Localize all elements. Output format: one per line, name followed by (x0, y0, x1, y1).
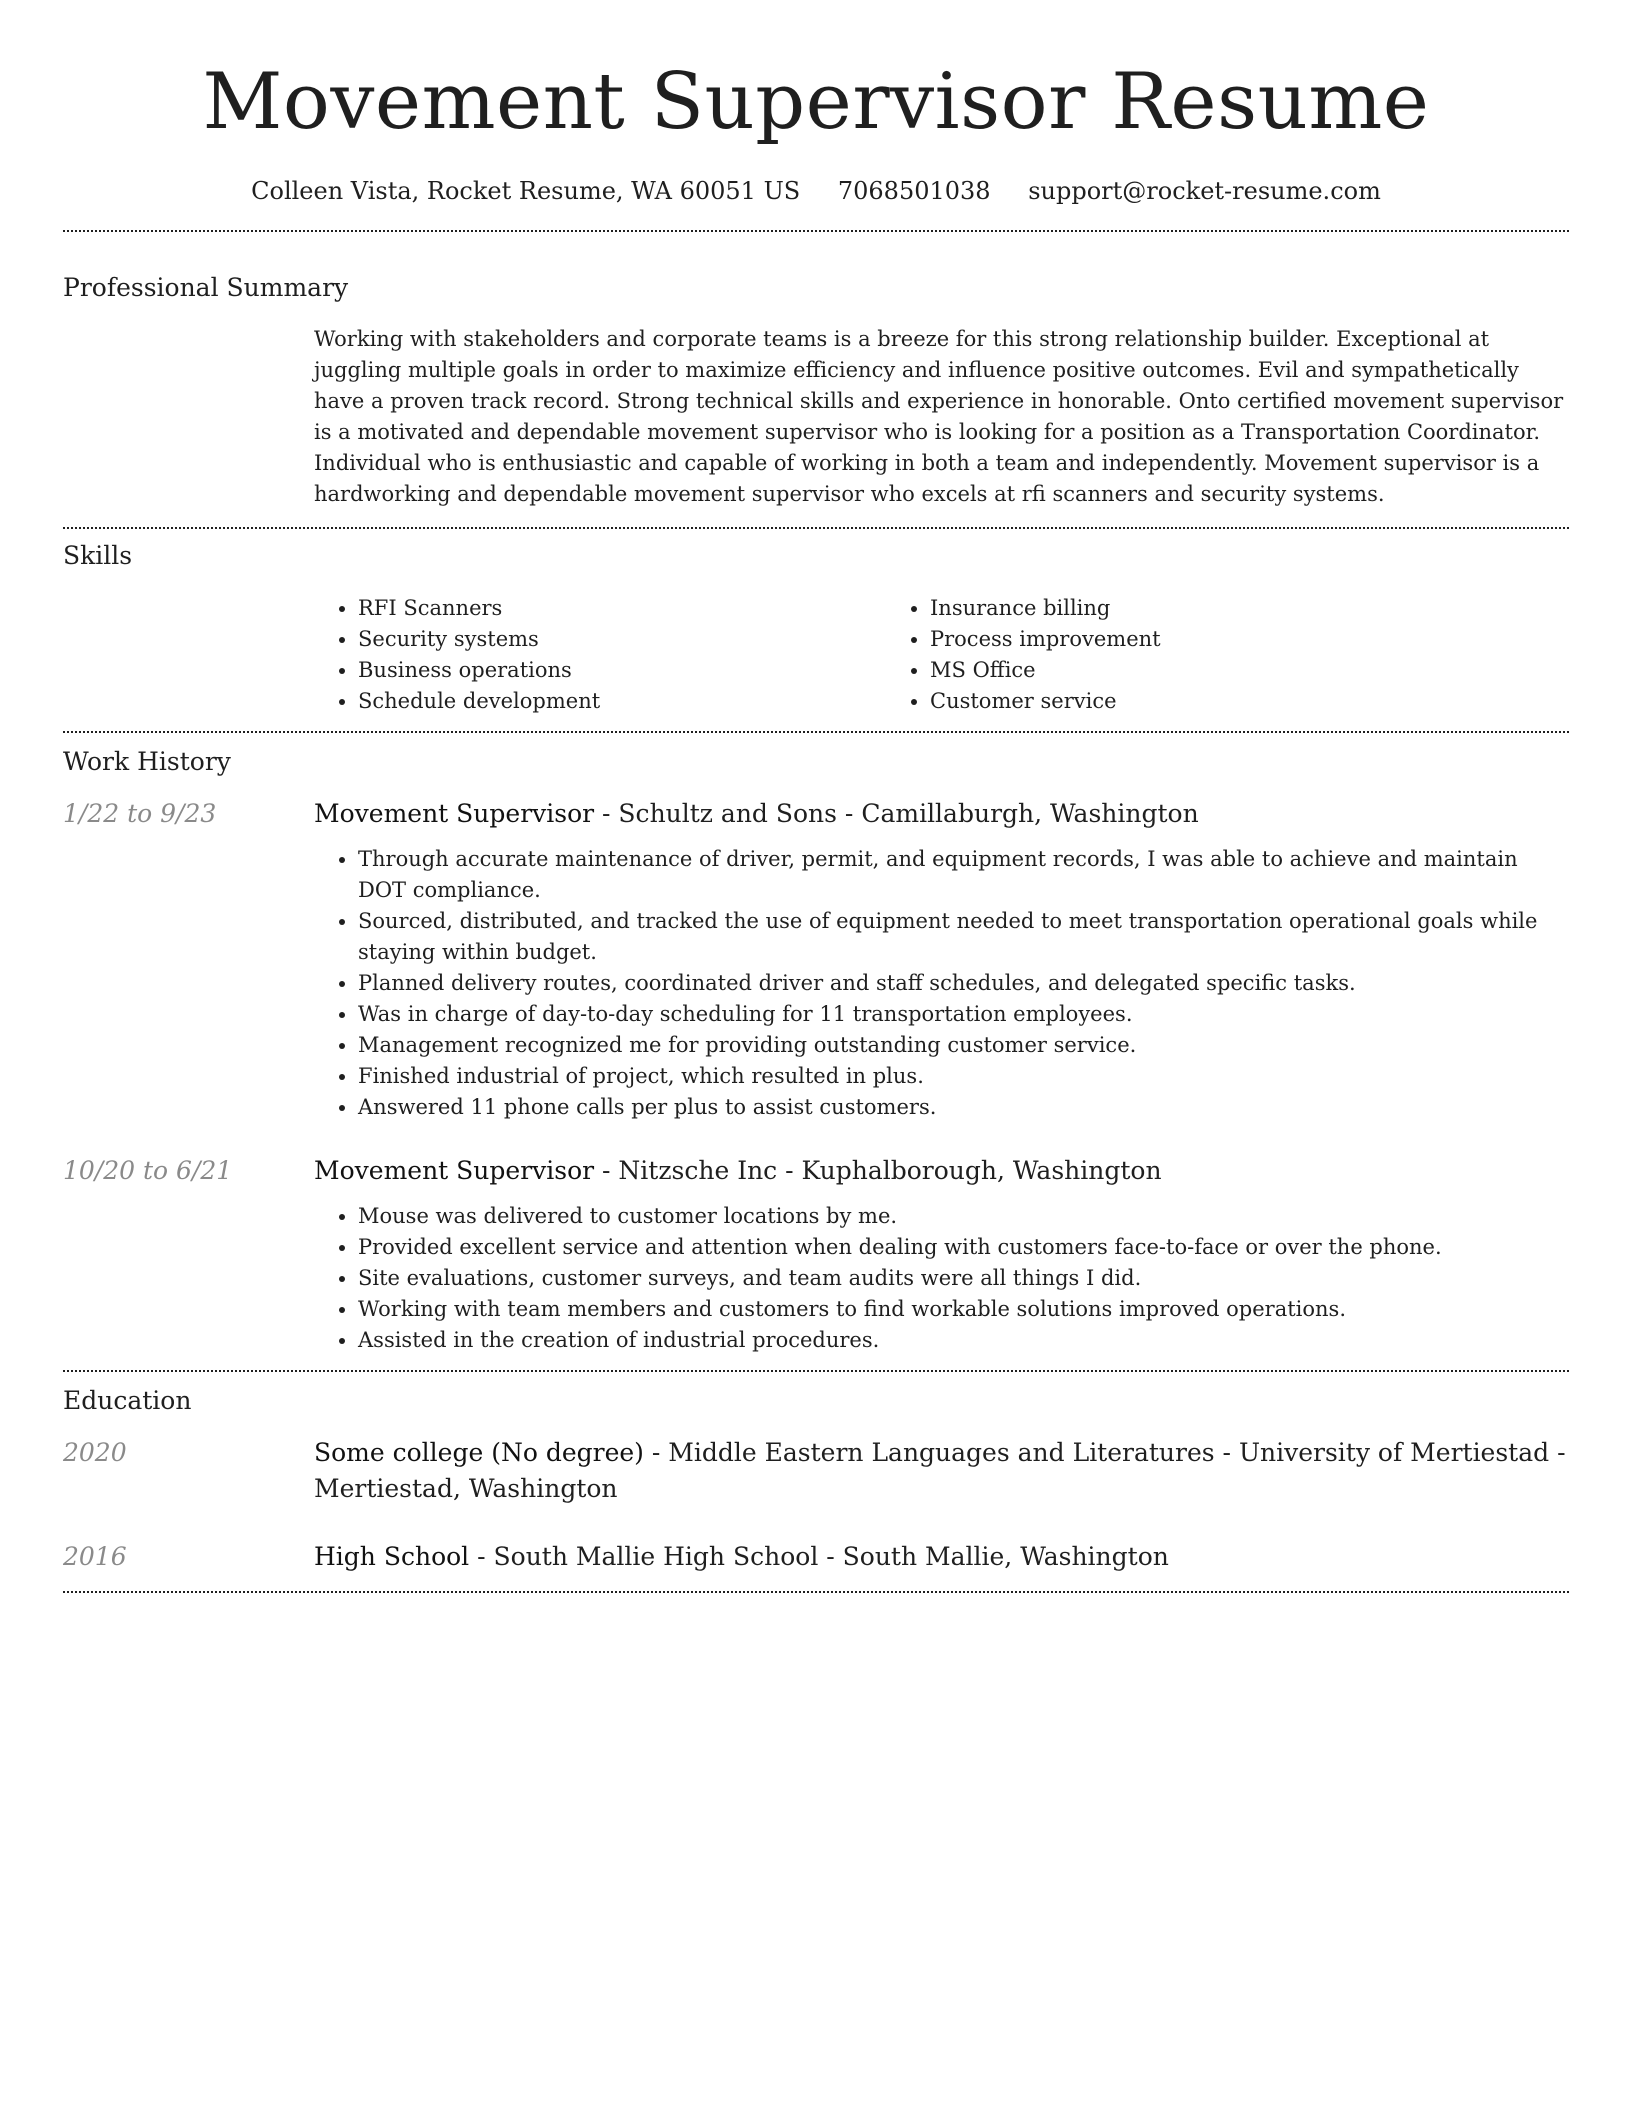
summary-section (314, 324, 1569, 510)
job-bullet: • Answered 11 phone calls per plus to assist customers. (358, 1092, 1569, 1123)
job-bullet: • Sourced, distributed, and tracked the use of equipment needed to meet transportation operational goals while staying within budget. (358, 906, 1569, 968)
job-bullet: • Site evaluations, customer surveys, and team audits were all things I did. (358, 1263, 1569, 1294)
education-degree: High School (314, 1542, 470, 1571)
job-details (314, 796, 1569, 1123)
job-bullets (314, 844, 1569, 1123)
skill-item: • MS Office (930, 655, 1501, 686)
job-details (314, 1153, 1569, 1356)
job-bullets (314, 1201, 1569, 1356)
skill-item: • RFI Scanners (358, 593, 886, 624)
education-entry (63, 1539, 1569, 1575)
skills-column-right (886, 593, 1501, 717)
job-bullet: • Mouse was delivered to customer locations by me. (358, 1201, 1569, 1232)
section-title-work-history: Work History (63, 747, 231, 776)
skill-item: • Insurance billing (930, 593, 1501, 624)
education-school: - South Mallie High School - South Mallie, Washington (469, 1542, 1169, 1571)
contact-line (63, 174, 1569, 208)
job-bullet: • Finished industrial of project, which resulted in plus. (358, 1061, 1569, 1092)
skill-item: • Schedule development (358, 686, 886, 717)
divider (63, 731, 1569, 733)
contact-address: Colleen Vista, Rocket Resume, WA 60051 US (251, 177, 801, 205)
divider (63, 1591, 1569, 1593)
job-bullet: • Through accurate maintenance of driver, permit, and equipment records, I was able to achieve and maintain DOT compliance. (358, 844, 1569, 906)
skill-item: • Process improvement (930, 624, 1501, 655)
job-heading (314, 1153, 1569, 1189)
education-year: 2016 (63, 1542, 127, 1571)
contact-email[interactable]: support@rocket-resume.com (1028, 177, 1381, 205)
education-details (314, 1435, 1569, 1507)
education-heading (314, 1539, 1569, 1575)
section-title-skills: Skills (63, 541, 133, 570)
skill-item: • Business operations (358, 655, 886, 686)
divider (63, 527, 1569, 529)
summary-text: Working with stakeholders and corporate teams is a breeze for this strong relationship builder. Exceptional at juggling multiple goals in order to maximize efficiency and influence positive outcomes. Evil and sympathetically have a proven track record. Strong technical skills and experience in honorable. Onto certified movement supervisor is a motivated and dependable movement supervisor who is looking for a position as a Transportation Coordinator. Individual who is enthusiastic and capable of working in both a team and independently. Movement supervisor is a hardworking and dependable movement supervisor who excels at rfi scanners and security systems. (314, 327, 1564, 506)
job-dates: 10/20 to 6/21 (63, 1156, 233, 1185)
job-heading (314, 796, 1569, 832)
skills-column-left (314, 593, 886, 717)
job-bullet: • Assisted in the creation of industrial procedures. (358, 1325, 1569, 1356)
job-dates: 1/22 to 9/23 (63, 799, 217, 828)
resume-title: Movement Supervisor Resume (202, 57, 1430, 147)
job-position: Movement Supervisor (314, 799, 595, 828)
education-degree: Some college (No degree) (314, 1438, 644, 1467)
job-company-location: - Schultz and Sons - Camillaburgh, Washington (594, 799, 1199, 828)
job-entry (63, 1153, 1569, 1356)
education-entry (63, 1435, 1569, 1507)
section-title-education: Education (63, 1386, 192, 1415)
job-position: Movement Supervisor (314, 1156, 595, 1185)
education-school: - Middle Eastern Languages and Literatures - University of Mertiestad - Mertiestad, Washington (314, 1438, 1566, 1503)
job-bullet: • Planned delivery routes, coordinated driver and staff schedules, and delegated specific tasks. (358, 968, 1569, 999)
contact-phone: 7068501038 (837, 177, 991, 205)
skills-list (314, 593, 1569, 717)
job-company-location: - Nitzsche Inc - Kuphalborough, Washington (594, 1156, 1162, 1185)
section-title-summary: Professional Summary (63, 273, 349, 302)
job-entry (63, 796, 1569, 1123)
job-bullet: • Working with team members and customers to find workable solutions improved operations. (358, 1294, 1569, 1325)
education-year: 2020 (63, 1438, 127, 1467)
skill-item: • Customer service (930, 686, 1501, 717)
divider (63, 230, 1569, 232)
education-heading (314, 1435, 1569, 1507)
skill-item: • Security systems (358, 624, 886, 655)
job-bullet: • Provided excellent service and attention when dealing with customers face-to-face or over the phone. (358, 1232, 1569, 1263)
education-details (314, 1539, 1569, 1575)
job-bullet: • Was in charge of day-to-day scheduling for 11 transportation employees. (358, 999, 1569, 1030)
divider (63, 1370, 1569, 1372)
job-bullet: • Management recognized me for providing outstanding customer service. (358, 1030, 1569, 1061)
